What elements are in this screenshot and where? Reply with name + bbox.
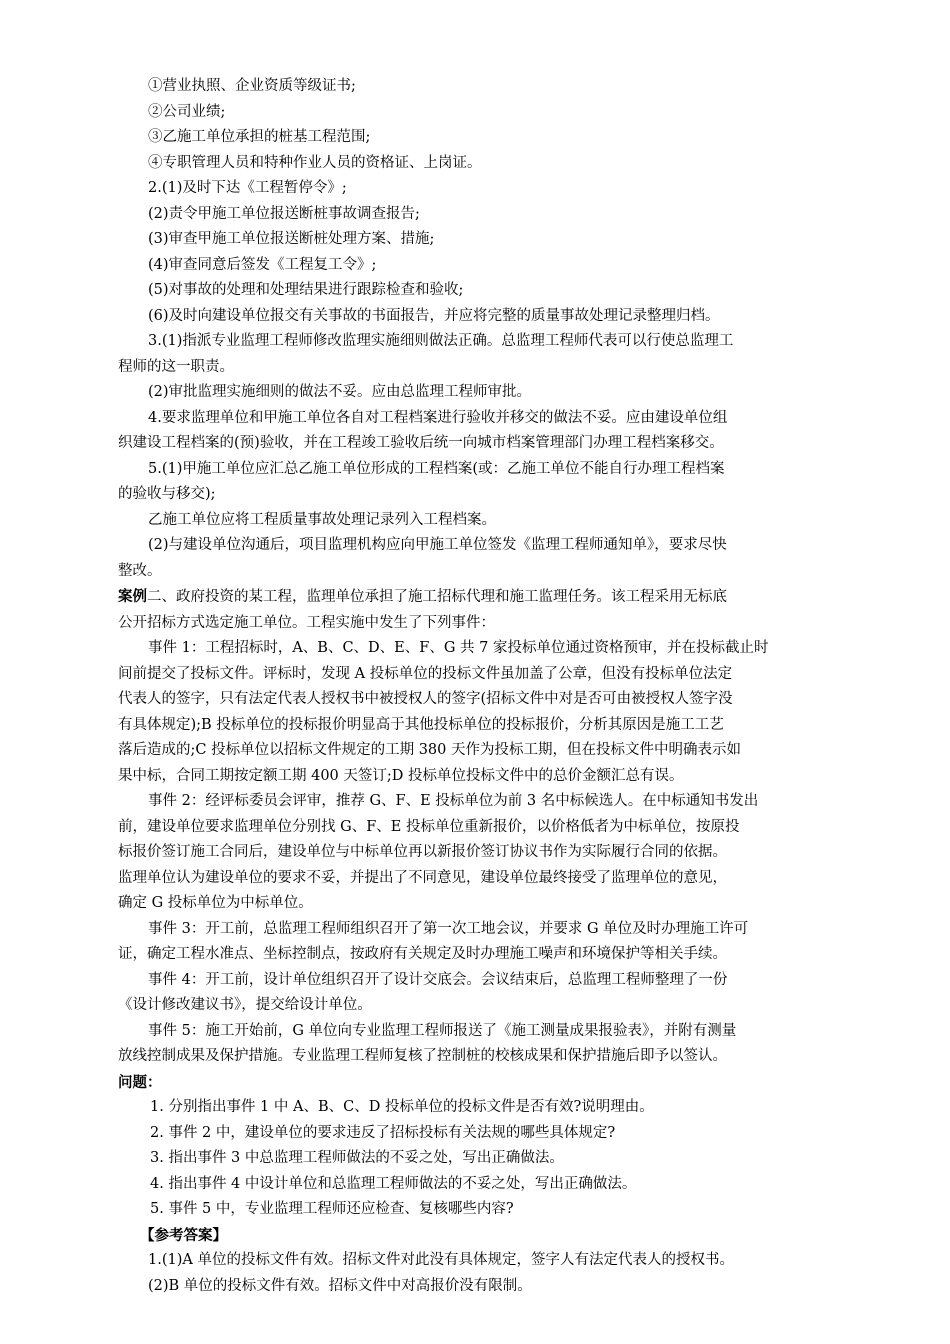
- case-line: 事件 3：开工前，总监理工程师组织召开了第一次工地会议，并要求 G 单位及时办理施工许可: [148, 920, 749, 937]
- case-line: 标报价签订施工合同后，建设单位与中标单位再以新报价签订协议书作为实际履行合同的依据。: [118, 844, 727, 860]
- question-item: 2. 事件 2 中，建设单位的要求违反了招标投标有关法规的哪些具体规定?: [150, 1124, 616, 1141]
- case-line: 落后造成的;C 投标单位以招标文件规定的工期 380 天作为投标工期，但在投标文件中明确表示如: [118, 742, 741, 758]
- answer-line: 乙施工单位应将工程质量事故处理记录列入工程档案。: [148, 511, 496, 528]
- question-item: 5. 事件 5 中，专业监理工程师还应检查、复核哪些内容?: [150, 1201, 514, 1217]
- question-item: 4. 指出事件 4 中设计单位和总监理工程师做法的不妥之处，写出正确做法。: [150, 1175, 637, 1192]
- case-line: 代表人的签字，只有法定代表人授权书中被授权人的签字(招标文件中对是否可由被授权人签字没: [118, 691, 733, 707]
- answer-line: 3.(1)指派专业监理工程师修改监理实施细则做法正确。总监理工程师代表可以行使总监理工: [148, 333, 734, 349]
- answer-line: (2)责令甲施工单位报送断桩事故调查报告;: [148, 205, 420, 222]
- answer-line: 程师的这一职责。: [118, 358, 234, 375]
- reference-answer-heading: 【参考答案】: [140, 1226, 227, 1244]
- answer-line: 5.(1)甲施工单位应汇总乙施工单位形成的工程档案(或：乙施工单位不能自行办理工程档案: [148, 460, 725, 477]
- case-line: 事件 4：开工前，设计单位组织召开了设计交底会。会议结束后，总监理工程师整理了一份: [148, 971, 728, 988]
- case-line: 前，建设单位要求监理单位分别找 G、F、E 投标单位重新报价，以价格低者为中标单位，按原投: [118, 818, 740, 835]
- questions-section: [118, 1070, 838, 1223]
- reference-answer-line: 1.(1)A 单位的投标文件有效。招标文件对此没有具体规定，签字人有法定代表人的授权书。: [148, 1252, 734, 1268]
- question-item: 3. 指出事件 3 中总监理工程师做法的不妥之处，写出正确做法。: [150, 1150, 564, 1166]
- case-intro: 二、政府投资的某工程，监理单位承担了施工招标代理和施工监理任务。该工程采用无标底: [147, 589, 727, 605]
- answer-line: 的验收与移交);: [118, 486, 216, 502]
- case-line: 《设计修改建议书》，提交给设计单位。: [118, 997, 372, 1013]
- case-line: 事件 5：施工开始前，G 单位向专业监理工程师报送了《施工测量成果报验表》，并附有测量: [148, 1022, 737, 1039]
- case-line: 公开招标方式选定施工单位。工程实施中发生了下列事件：: [118, 614, 495, 631]
- case-line: 证，确定工程水准点、坐标控制点，按政府有关规定及时办理施工噪声和环境保护等相关手续。: [118, 946, 727, 962]
- answer-line: (3)审查甲施工单位报送断桩处理方案、措施;: [148, 231, 435, 247]
- answer-line: (2)审批监理实施细则的做法不妥。应由总监理工程师审批。: [148, 384, 532, 400]
- answer-line: (4)审查同意后签发《工程复工令》;: [148, 256, 377, 273]
- case-label: 案例: [118, 588, 147, 605]
- answer-line: (5)对事故的处理和处理结果进行跟踪检查和验收;: [148, 282, 464, 298]
- document-body: [118, 74, 838, 1299]
- answer-line: (2)与建设单位沟通后，项目监理机构应向甲施工单位签发《监理工程师通知单》，要求尽快: [148, 537, 727, 553]
- answer-line: 织建设工程档案的(预)验收，并在工程竣工验收后统一向城市档案管理部门办理工程档案移交。: [118, 435, 724, 451]
- answer-line: ③乙施工单位承担的桩基工程范围;: [148, 129, 371, 145]
- case-line: 放线控制成果及保护措施。专业监理工程师复核了控制桩的校核成果和保护措施后即予以签认。: [118, 1048, 727, 1064]
- answers-section: [118, 74, 838, 584]
- reference-answer-section: [118, 1223, 838, 1300]
- answer-line: (6)及时向建设单位报交有关事故的书面报告，并应将完整的质量事故处理记录整理归档。: [148, 307, 720, 324]
- questions-heading: 问题：: [118, 1073, 162, 1091]
- case-heading-line: [118, 584, 838, 611]
- answer-line: ②公司业绩;: [148, 103, 226, 120]
- answer-line: 2.(1)及时下达《工程暂停令》;: [148, 180, 347, 196]
- case-two-section: [118, 584, 838, 1070]
- case-line: 有具体规定);B 投标单位的投标报价明显高于其他投标单位的投标报价，分析其原因是施工工艺: [118, 716, 724, 733]
- case-line: 事件 1：工程招标时，A、B、C、D、E、F、G 共 7 家投标单位通过资格预审，并在投标截止时: [148, 640, 769, 656]
- answer-line: ④专职管理人员和特种作业人员的资格证、上岗证。: [148, 154, 482, 171]
- answer-line: 整改。: [118, 562, 162, 579]
- answer-line: ①营业执照、企业资质等级证书;: [148, 78, 356, 94]
- case-line: 事件 2：经评标委员会评审，推荐 G、F、E 投标单位为前 3 名中标候选人。在中标通知书发出: [148, 793, 759, 809]
- case-line: 间前提交了投标文件。评标时，发现 A 投标单位的投标文件虽加盖了公章，但没有投标单位法定: [118, 665, 733, 682]
- case-line: 确定 G 投标单位为中标单位。: [118, 895, 313, 911]
- answer-line: 4.要求监理单位和甲施工单位各自对工程档案进行验收并移交的做法不妥。应由建设单位组: [148, 409, 728, 426]
- question-item: 1. 分别指出事件 1 中 A、B、C、D 投标单位的投标文件是否有效?说明理由。: [150, 1099, 654, 1115]
- case-line: 监理单位认为建设单位的要求不妥，并提出了不同意见，建设单位最终接受了监理单位的意见，: [118, 869, 727, 886]
- reference-answer-line: (2)B 单位的投标文件有效。招标文件中对高报价没有限制。: [148, 1277, 532, 1294]
- case-line: 果中标，合同工期按定额工期 400 天签订;D 投标单位投标文件中的总价金额汇总有误。: [118, 767, 684, 784]
